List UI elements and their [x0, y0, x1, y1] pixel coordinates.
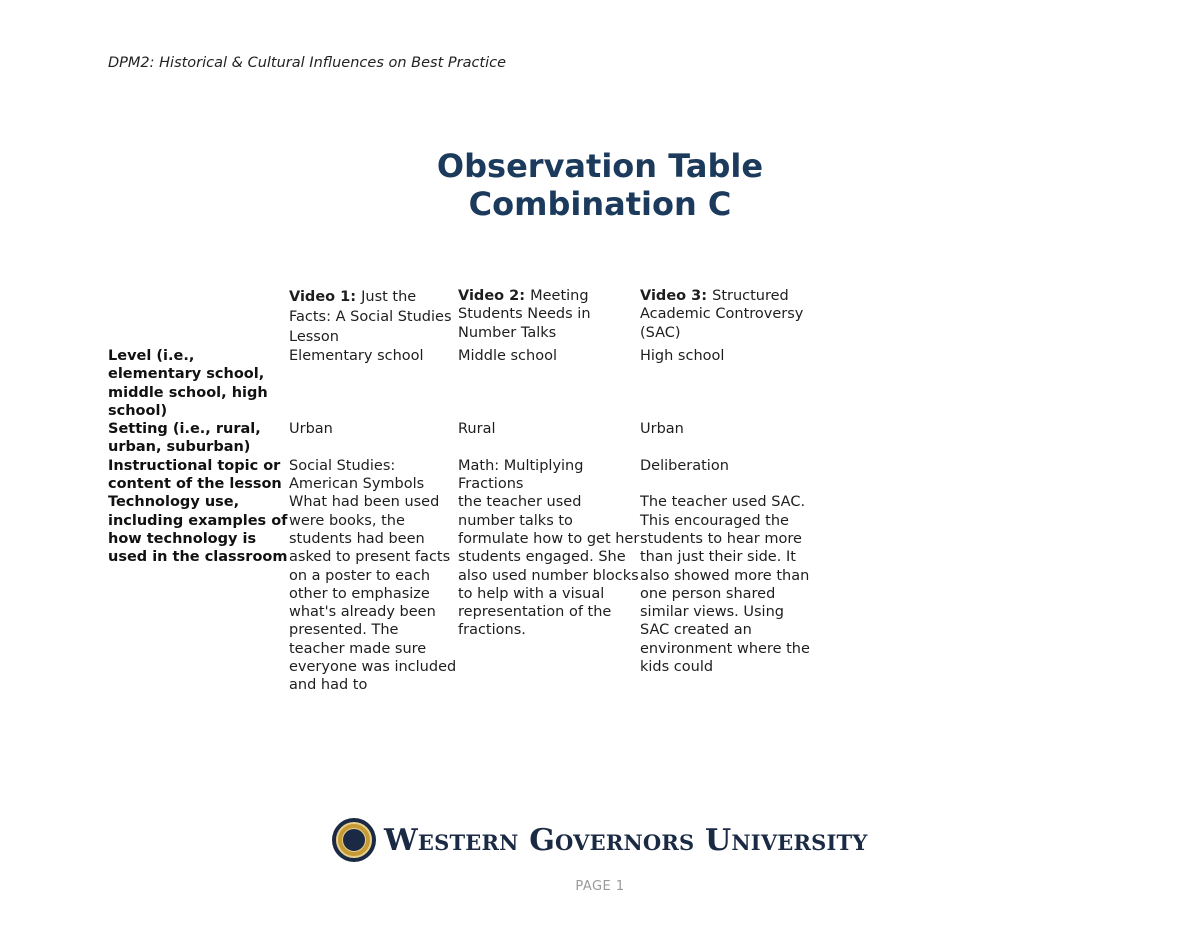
video-2-title: Meeting Students Needs in Number Talks: [458, 288, 591, 341]
cell-setting-video-1: Urban: [289, 421, 333, 438]
cell-technology-video-3: The teacher used SAC. This encouraged the students to hear more than just their side. It also showed more than one person shared similar views. Using SAC created an environment where the kids could: [640, 494, 810, 676]
page-number: PAGE 1: [575, 879, 625, 894]
row-label-level: Level (i.e., elementary school, middle school, high school): [108, 348, 268, 419]
video-1-title: Just the Facts: A Social Studies Lesson: [289, 289, 452, 345]
cell-topic-video-3: Deliberation: [640, 457, 729, 474]
row-label-technology: Technology use, including examples of how technology is used in the classroom: [108, 494, 288, 566]
row-label-setting: Setting (i.e., rural, urban, suburban): [108, 421, 261, 456]
cell-topic-video-2: Math: Multiplying Fractions: [458, 457, 584, 493]
video-3-header: [640, 287, 810, 347]
page-title: [0, 147, 1200, 223]
table-row-topic: [108, 457, 810, 494]
cell-level-video-2: Middle school: [458, 348, 557, 364]
video-2-header: [458, 287, 640, 347]
title-line-2: Combination C: [468, 185, 732, 223]
title-line-1: Observation Table: [436, 147, 764, 185]
wgu-logo: [332, 817, 868, 863]
video-1-header: [289, 287, 458, 347]
wgu-seal-icon: [332, 818, 376, 862]
cell-technology-video-2: the teacher used number talks to formulate how to get her students engaged. She also used number blocks to help with a visual representation of the fractions.: [458, 494, 640, 639]
wgu-wordmark: Western Governors University: [384, 822, 868, 858]
header-empty-cell: [108, 287, 289, 347]
table-row-technology: [108, 493, 810, 694]
video-1-label: Video 1:: [289, 289, 362, 305]
table-row-setting: [108, 420, 810, 457]
cell-technology-video-1: What had been used were books, the students had been asked to present facts on a poster to each other to emphasize what's already been presented. The teacher made sure everyone was included and had to: [289, 494, 457, 694]
cell-topic-video-1: Social Studies: American Symbols: [289, 457, 425, 493]
document-header: DPM2: Historical & Cultural Influences on Best Practice: [108, 55, 507, 71]
table-row-level: [108, 347, 810, 420]
cell-level-video-1: Elementary school: [289, 348, 424, 364]
video-3-title: Structured Academic Controversy (SAC): [640, 288, 804, 341]
video-3-label: Video 3:: [640, 288, 713, 304]
row-label-topic: Instructional topic or content of the lesson: [108, 457, 282, 493]
cell-setting-video-2: Rural: [458, 421, 496, 438]
cell-setting-video-3: Urban: [640, 421, 684, 438]
observation-table: [108, 287, 810, 695]
cell-level-video-3: High school: [640, 348, 725, 364]
table-header-row: [108, 287, 810, 347]
video-2-label: Video 2:: [458, 288, 531, 304]
